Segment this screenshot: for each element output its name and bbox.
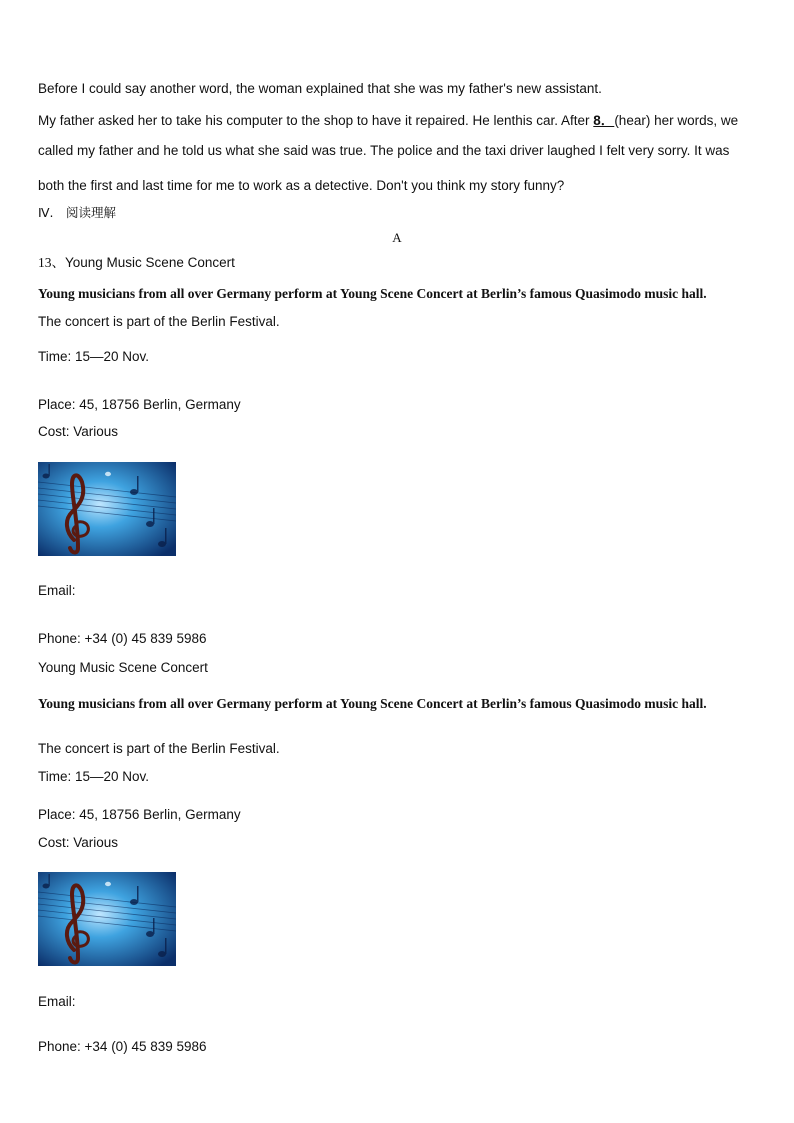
ad1-time: Time: 15—20 Nov.	[38, 349, 150, 364]
question-13-title	[38, 254, 235, 272]
ad2-intro: Young musicians from all over Germany perform at Young Scene Concert at Berlin’s famous Quasimodo music hall.	[38, 696, 707, 711]
story-line-1: Before I could say another word, the woman explained that she was my father's new assistant.	[38, 81, 602, 96]
ad1-festival: The concert is part of the Berlin Festival.	[38, 314, 280, 329]
ad2-email: Email:	[38, 994, 76, 1009]
treble-clef-icon	[38, 872, 176, 966]
ad1-intro: Young musicians from all over Germany perform at Young Scene Concert at Berlin’s famous Quasimodo music hall.	[38, 286, 707, 301]
ad2-title: Young Music Scene Concert	[38, 660, 208, 675]
music-image-2	[38, 872, 176, 966]
ad2-cost: Cost: Various	[38, 835, 119, 850]
question-number: 13、	[38, 255, 65, 270]
ad1-place: Place: 45, 18756 Berlin, Germany	[38, 397, 241, 412]
ad1-title: Young Music Scene Concert	[65, 255, 235, 270]
treble-clef-icon	[38, 462, 176, 556]
story-line-4: both the first and last time for me to work as a detective. Don't you think my story funny?	[38, 178, 565, 193]
story-line-2-end: (hear) her words, we	[614, 113, 739, 128]
story-line-3: called my father and he told us what she said was true. The police and the taxi driver laughed I felt very sorry. It was	[38, 143, 730, 158]
story-line-2-start: My father asked her to take his computer to the shop to have it repaired. He lenthis car. After	[38, 113, 594, 128]
music-image-1	[38, 462, 176, 556]
passage-label: A	[392, 230, 402, 245]
story-line-2	[38, 112, 738, 130]
ad1-cost: Cost: Various	[38, 424, 119, 439]
section-heading: Ⅳ. 阅读理解	[38, 205, 117, 220]
ad1-email: Email:	[38, 583, 76, 598]
ad2-place: Place: 45, 18756 Berlin, Germany	[38, 807, 241, 822]
ad2-time: Time: 15—20 Nov.	[38, 769, 150, 784]
ad2-phone: Phone: +34 (0) 45 839 5986	[38, 1039, 207, 1054]
blank-8: 8．	[593, 113, 615, 128]
ad2-festival: The concert is part of the Berlin Festival.	[38, 741, 280, 756]
ad1-phone: Phone: +34 (0) 45 839 5986	[38, 631, 207, 646]
